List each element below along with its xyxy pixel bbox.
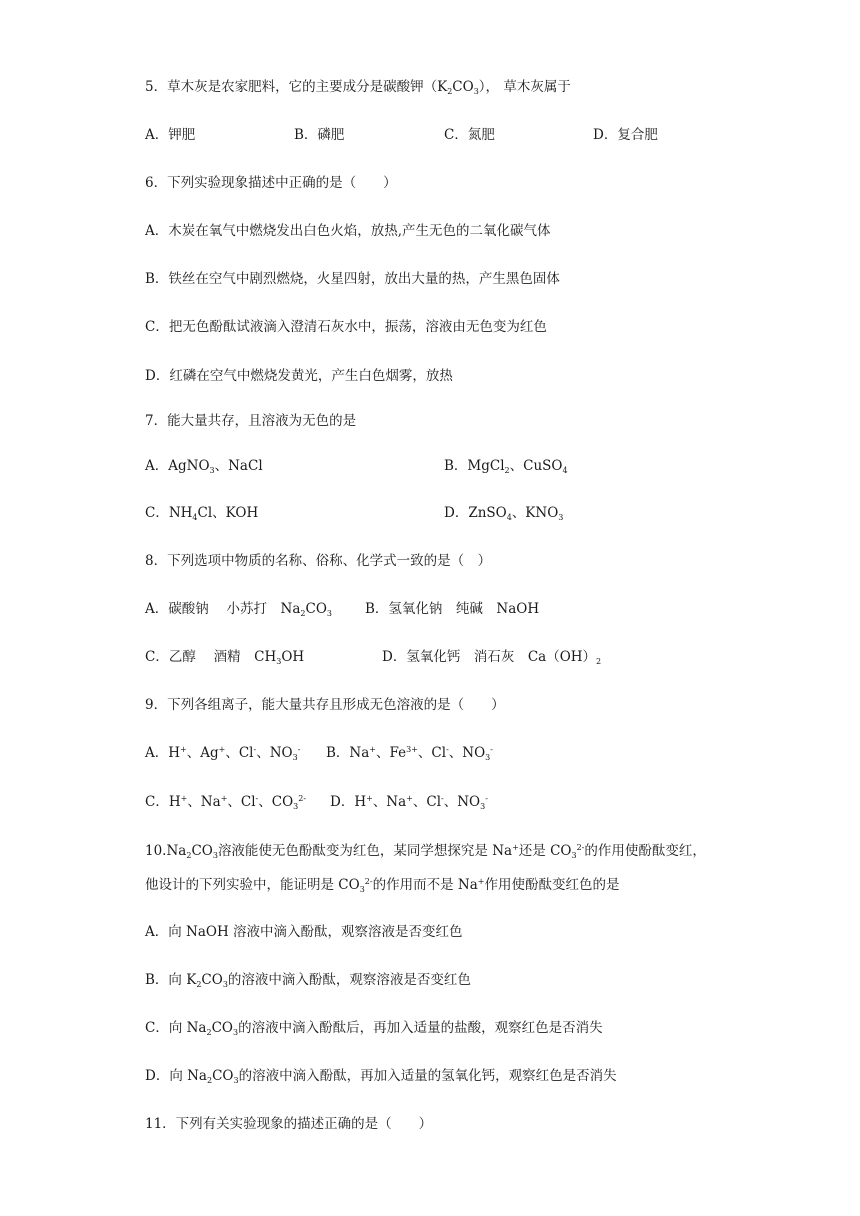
q10-stem-line-2: 他设计的下列实验中，能证明是 $CO_3^{2-}$的作用而不是 Na+作用使酚酞变红色的是 [145,877,620,894]
q10-option-c: C．向 $Na_2CO_3$的溶液中滴入酚酞后，再加入适量的盐酸，观察红色是否消失 [145,1020,603,1037]
q5-option-d: D．复合肥 [593,127,658,143]
q6-option-a: A．木炭在氧气中燃烧发出白色火焰，放热,产生无色的二氧化碳气体 [145,223,551,239]
q7-option-c: C．$NH_4Cl$、KOH [145,505,259,522]
q7-option-b: B．MgCl$_2$、CuSO$_4$ [444,458,568,475]
q9-stem: 9．下列各组离子，能大量共存且形成无色溶液的是（ ） [145,697,505,713]
q9-option-b: B．Na+、$Fe^{3+}$、Cl-、$NO_3^-$ [326,745,493,762]
q9-option-a: A．H+、Ag+、Cl-、$NO_3^-$ [145,745,301,762]
q8-option-b: B．氢氧化钠 纯碱 NaOH [365,601,540,617]
q9-option-c: C．H+、Na+、Cl-、$CO_3^{2-}$ [145,794,307,811]
q6-stem: 6．下列实验现象描述中正确的是（ ） [145,175,397,191]
q7-stem: 7．能大量共存，且溶液为无色的是 [145,413,357,429]
q6-option-d: D．红磷在空气中燃烧发黄光，产生白色烟雾，放热 [145,368,453,384]
q8-option-a: A．碳酸钠 小苏打 $Na_2CO_3$ [145,601,332,618]
q7-option-a: A．AgNO$_3$、NaCl [145,458,263,475]
q6-option-c: C．把无色酚酞试液滴入澄清石灰水中，振荡，溶液由无色变为红色 [145,319,547,335]
q8-option-c: C．乙醇 酒精 $CH_3OH$ [145,649,305,666]
q9-option-d: D．H+、Na+、Cl-、$NO_3^-$ [330,794,488,811]
q5-stem: 5．草木灰是农家肥料，它的主要成分是碳酸钾$(K_2CO_3)$， 草木灰属于 [145,79,571,96]
q8-option-d: D．氢氧化钙 消石灰 $Ca(OH)_2$ [382,649,602,666]
q8-stem: 8．下列选项中物质的名称、俗称、化学式一致的是（ ） [145,553,492,569]
q6-option-b: B．铁丝在空气中剧烈燃烧，火星四射，放出大量的热，产生黑色固体 [145,271,560,287]
q10-stem-line-1: $10.Na_2CO_3$溶液能使无色酚酞变为红色，某同学想探究是 Na+还是 $CO_3^{2-}$的作用使酚酞变红， [145,843,706,860]
q5-option-a: A．钾肥 [145,127,196,143]
q5-option-c: C．氮肥 [444,127,495,143]
q11-stem: 11．下列有关实验现象的描述正确的是（ ） [145,1116,433,1132]
q5-option-b: B．磷肥 [294,127,345,143]
q10-option-d: D．向 $Na_2CO_3$的溶液中滴入酚酞，再加入适量的氢氧化钙，观察红色是否消失 [145,1068,617,1085]
q7-option-d: D．ZnSO$_4$、$KNO_3$ [444,505,564,522]
q10-option-a: A．向 NaOH 溶液中滴入酚酞，观察溶液是否变红色 [145,924,463,940]
q10-option-b: B．向 $K_2CO_3$的溶液中滴入酚酞，观察溶液是否变红色 [145,972,471,989]
